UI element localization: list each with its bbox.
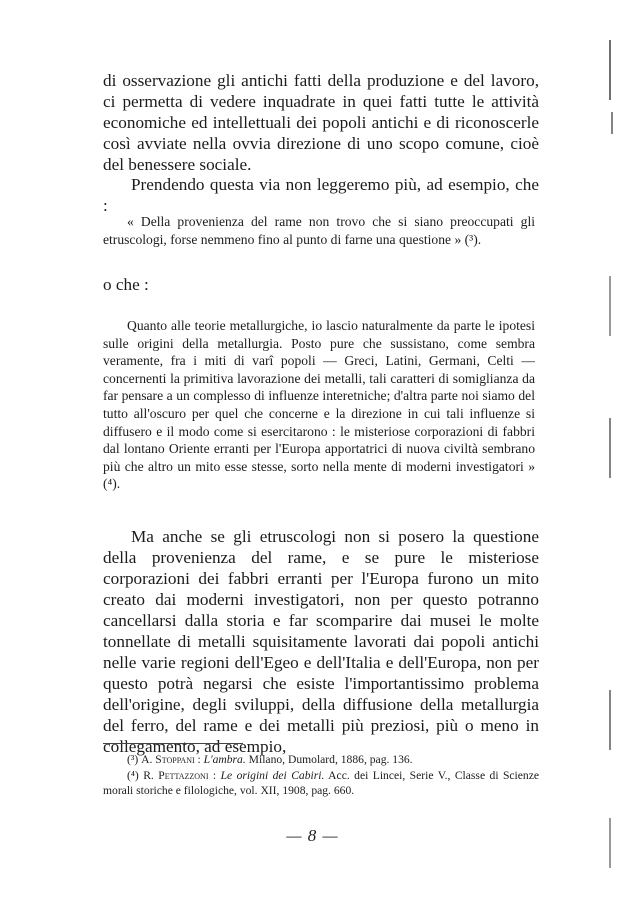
- block-quote-etruscologists: « Della provenienza del rame non trovo che si siano preoccupati gli etruscologi, forse nemmeno fino al punto di farne una questione » (³).: [103, 214, 535, 247]
- footnote-4: [103, 768, 539, 798]
- footnote-3-title: L'ambra.: [203, 753, 246, 766]
- footnote-3-marker: (³): [127, 753, 139, 766]
- footnote-3-author: A. Stoppani :: [141, 753, 201, 766]
- scan-edge-mark: [609, 276, 611, 336]
- footnote-4-marker: (⁴): [127, 769, 139, 782]
- paragraph-continuation: di osservazione gli antichi fatti della produzione e del lavoro, ci permetta di vedere inquadrate in quei fatti tutte le attività economiche ed intellettuali dei popoli antichi e di riconoscerle così avviate nella ovvia direzione di uno scopo comune, cioè del benessere sociale.: [103, 71, 539, 174]
- footnote-3-rest: Milano, Dumolard, 1886, pag. 136.: [248, 753, 413, 766]
- footnote-4-rest: Acc. dei Lincei, Serie V., Classe di Scienze morali storiche e filologiche, vol. XII, 1908, pag. 660.: [103, 769, 540, 797]
- scan-edge-mark: [609, 690, 611, 750]
- footnote-4-author: R. Pettazzoni :: [143, 769, 217, 782]
- paragraph-lead-in: Prendendo questa via non leggeremo più, ad esempio, che :: [103, 175, 539, 215]
- page-number: — 8 —: [286, 826, 339, 845]
- scan-edge-mark: [609, 818, 611, 868]
- scan-edge-mark: [611, 112, 613, 134]
- paragraph-main-argument: Ma anche se gli etruscologi non si posero la questione della provenienza del rame, e se pure le misteriose corporazioni dei fabbri erranti per l'Europa furono un mito creato dai moderni investigatori, non per questo potranno cancellarsi dalla storia e far scomparire dai musei le molte tonnellate di metalli squisitamente lavorati dai popoli antichi nelle varie regioni dell'Egeo e dell'Italia e dell'Europa, non per questo potrà negarsi che esiste l'importantissimo problema dell'origine, degli sviluppi, della diffusione della metallurgia del ferro, del rame e dei metalli più preziosi, più o meno in collegamento, ad esempio,: [103, 527, 539, 756]
- block-quote-metallurgy: Quanto alle teorie metallurgiche, io lascio naturalmente da parte le ipotesi sulle origini della metallurgia. Posto pure che sussistano, come sembra veramente, fra i miti di varî popoli — Greci, Latini, Germani, Celti — concernenti la primitiva lavorazione dei metalli, tali caratteri di somiglianza da far pensare a un complesso di influenze interetniche; d'altra parte noi siamo del tutto all'oscuro per quel che concerne e la direzione in cui tali influenze si diffusero e il modo come si esercitarono : le misteriose corporazioni di fabbri dal lontano Oriente erranti per l'Europa apportatrici di nuova civiltà sembrano più che altro un mito esse stesse, sorto nella mente di moderni investigatori » (⁴).: [103, 318, 535, 492]
- footnote-4-title: Le origini dei Cabiri.: [220, 769, 325, 782]
- footnote-3: [103, 752, 539, 767]
- scan-edge-mark: [609, 418, 611, 478]
- footnote-divider: [103, 743, 243, 744]
- paragraph-o-che: o che :: [103, 275, 149, 294]
- scan-edge-mark: [609, 40, 611, 100]
